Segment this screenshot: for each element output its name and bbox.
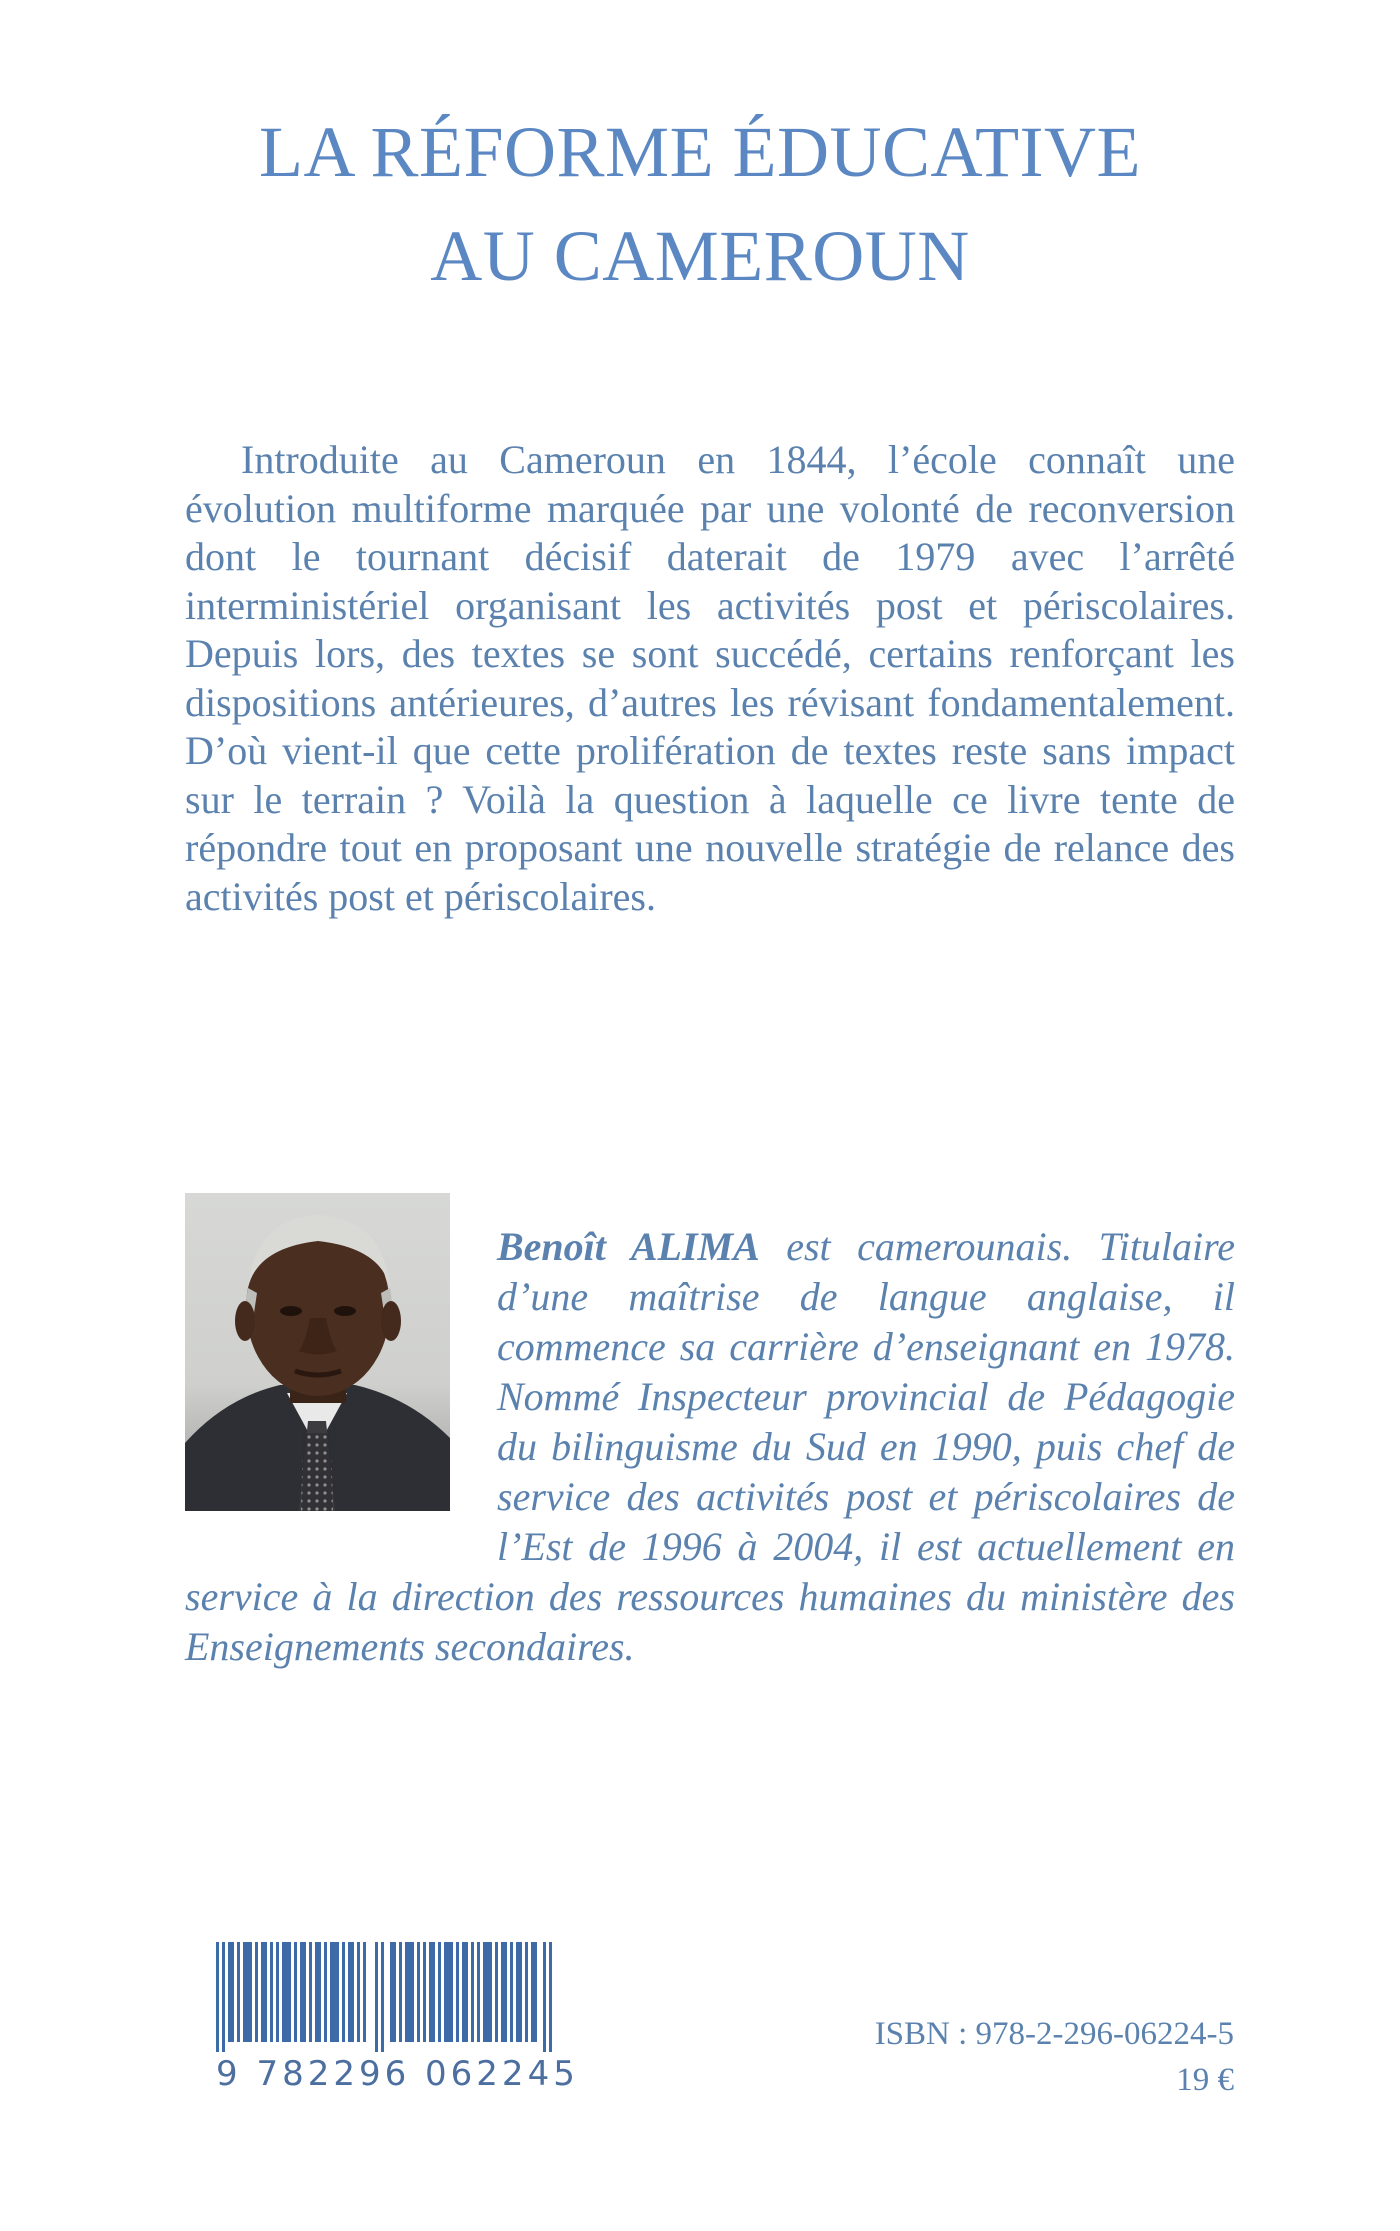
author-name: Benoît ALIMA <box>497 1224 760 1269</box>
book-title-line-1: LA RÉFORME ÉDUCATIVE <box>258 112 1141 192</box>
book-blurb: Introduite au Cameroun en 1844, l’école connaît une évolution multiforme marquée par une volonté de reconversion dont le tournant décisif daterait de 1979 avec l’arrêté interministériel organisant les activités post et périscolaires. Depuis lors, des textes se sont succédé, certains renforçant les dispositions antérieures, d’autres les révisant fondamentalement. D’où vient-il que cette prolifération de textes reste sans impact sur le terrain ? Voilà la question à laquelle ce livre tente de répondre tout en proposant une nouvelle stratégie de relance des activités post et périscolaires. <box>185 437 1235 919</box>
photo-spacer <box>185 1222 497 1542</box>
book-title <box>0 100 1400 308</box>
barcode-digits: 9 782296 062245 <box>216 2054 579 2094</box>
barcode <box>216 1942 552 2052</box>
isbn: ISBN : 978-2-296-06224-5 <box>874 2016 1234 2052</box>
isbn-price-block <box>875 2011 1234 2103</box>
author-bio-text: est camerounais. Titulaire d’une maîtrise de langue anglaise, il commence sa carrière d’enseignant en 1978. Nommé Inspecteur provincial de Pédagogie du bilinguisme du Sud en 1990, puis chef de service des activités post et périscolaires de l’Est de 1996 à 2004, il est actuellement en service à la direction des ressources humaines du ministère des Enseignements secondaires. <box>185 1224 1235 1669</box>
price: 19 € <box>1176 2062 1234 2098</box>
author-bio-block <box>185 1222 1235 1672</box>
book-title-line-2: AU CAMEROUN <box>430 216 970 296</box>
